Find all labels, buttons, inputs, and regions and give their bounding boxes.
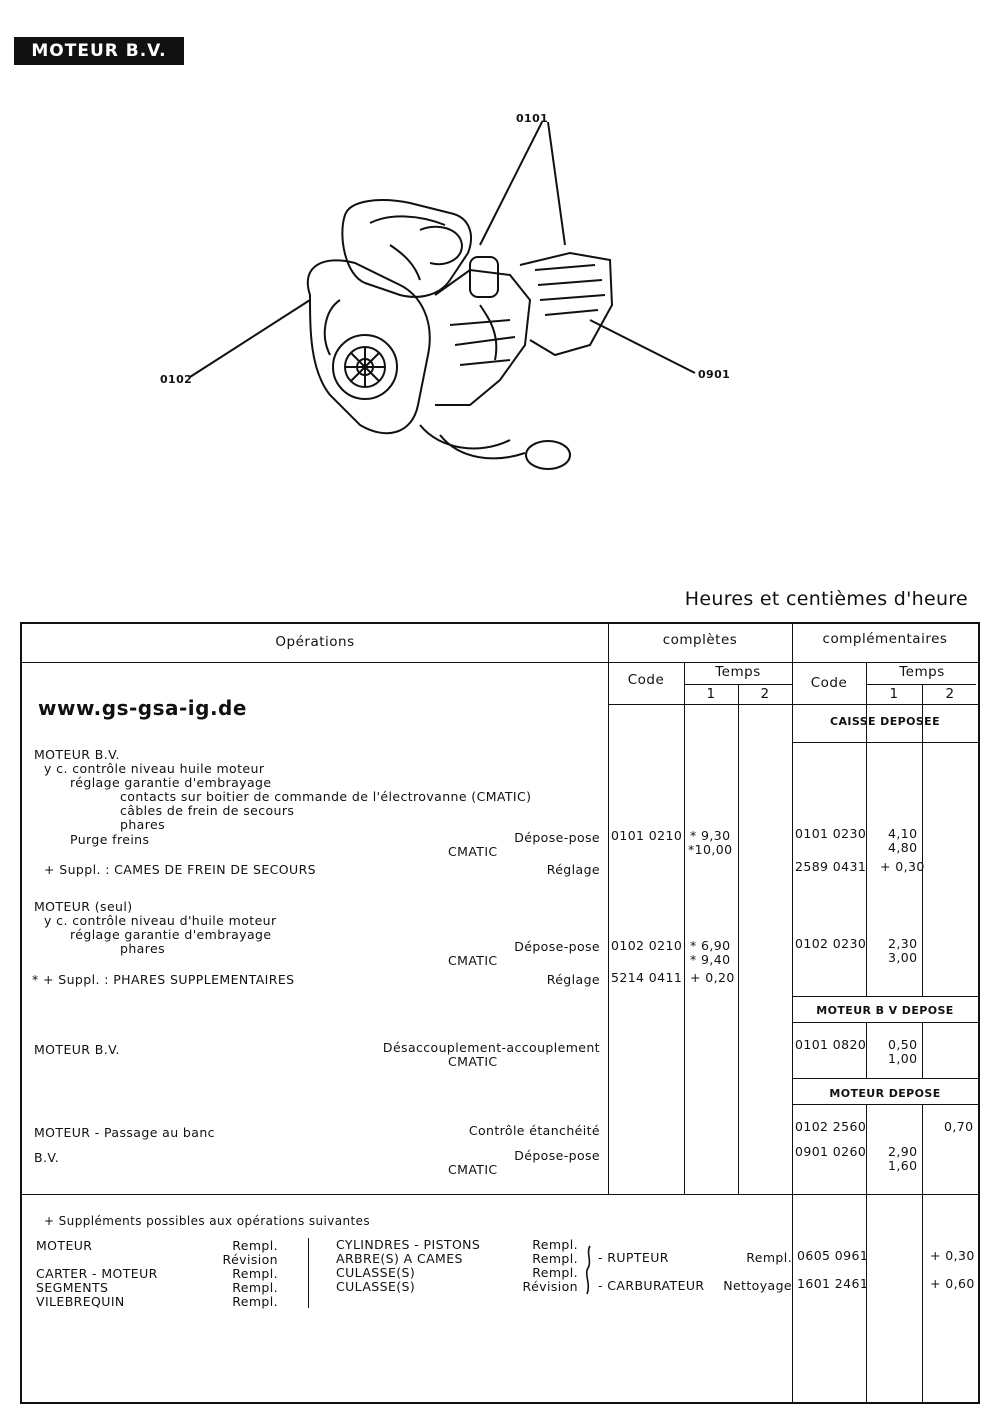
- block4-time: 0,70: [944, 1119, 974, 1134]
- footer-rupteur: - RUPTEUR: [598, 1250, 669, 1265]
- block2-suppl-op: Réglage: [546, 972, 600, 987]
- col-header-operations: Opérations: [275, 634, 355, 650]
- block3-operation: Désaccouplement-accouplement: [382, 1040, 600, 1055]
- brace-icon: [582, 1244, 596, 1296]
- footer-op: Rempl.: [532, 1251, 578, 1266]
- footer-rupteur-op: Rempl.: [746, 1250, 792, 1265]
- col-header-t2b: 2: [945, 686, 955, 702]
- footer-part: CYLINDRES - PISTONS: [336, 1237, 481, 1252]
- block5-cmatic: CMATIC: [448, 1162, 498, 1177]
- block1-cmatic: CMATIC: [448, 844, 498, 859]
- footer-op: Révision: [222, 1252, 278, 1267]
- block4-code2: 0102 2560: [795, 1119, 867, 1134]
- block2-suppl: * + Suppl. : PHARES SUPPLEMENTAIRES: [32, 972, 295, 987]
- block4-title: MOTEUR - Passage au banc: [34, 1125, 215, 1140]
- footer-rupteur-code: 0605 0961: [797, 1248, 869, 1263]
- col-header-t1b: 1: [889, 686, 899, 702]
- col-header-completes: complètes: [662, 632, 738, 648]
- footer-op: Rempl.: [232, 1280, 278, 1295]
- block1-suppl-op: Réglage: [546, 862, 600, 877]
- block1-suppl-code: 2589 0431: [795, 859, 867, 874]
- footer-part: CARTER - MOTEUR: [36, 1266, 158, 1281]
- block2-code2: 0102 0230: [795, 936, 867, 951]
- block1-line: câbles de frein de secours: [120, 803, 295, 818]
- section-moteur-depose: MOTEUR DEPOSE: [829, 1087, 941, 1100]
- block2-time2b: 3,00: [888, 950, 918, 965]
- block2-suppl-code: 5214 0411: [611, 970, 683, 985]
- block5-time2a: 2,90: [888, 1144, 918, 1159]
- engine-illustration: [150, 105, 730, 485]
- block3-code2: 0101 0820: [795, 1037, 867, 1052]
- footer-carburateur: - CARBURATEUR: [598, 1278, 705, 1293]
- block1-line: contacts sur boitier de commande de l'électrovanne (CMATIC): [120, 789, 532, 804]
- block1-line: Purge freins: [70, 832, 150, 847]
- page-badge: MOTEUR B.V.: [14, 37, 184, 65]
- block2-line: réglage garantie d'embrayage: [70, 927, 272, 942]
- units-caption: Heures et centièmes d'heure: [684, 588, 968, 610]
- block1-line: phares: [120, 817, 165, 832]
- col-header-code-2: Code: [810, 675, 848, 691]
- footer-part: CULASSE(S): [336, 1265, 416, 1280]
- block1-time1b: *10,00: [688, 842, 733, 857]
- block1-time2b: 4,80: [888, 840, 918, 855]
- block5-code2: 0901 0260: [795, 1144, 867, 1159]
- footer-op: Rempl.: [232, 1266, 278, 1281]
- block2-time2a: 2,30: [888, 936, 918, 951]
- section-moteur-bv-depose: MOTEUR B V DEPOSE: [816, 1004, 954, 1017]
- block1-line: réglage garantie d'embrayage: [70, 775, 272, 790]
- block1-suppl: + Suppl. : CAMES DE FREIN DE SECOURS: [44, 862, 316, 877]
- block1-time1a: * 9,30: [690, 828, 731, 843]
- col-header-t2: 2: [760, 686, 770, 702]
- block2-cmatic: CMATIC: [448, 953, 498, 968]
- block1-code1: 0101 0210: [611, 828, 683, 843]
- col-header-temps-1: Temps: [715, 664, 761, 680]
- col-header-complementaires: complémentaires: [822, 631, 948, 647]
- block3-title: MOTEUR B.V.: [34, 1042, 120, 1057]
- block1-suppl-time: + 0,30: [880, 859, 925, 874]
- col-header-temps-2: Temps: [899, 664, 945, 680]
- footer-op: Rempl.: [532, 1265, 578, 1280]
- block2-operation: Dépose-pose: [514, 939, 600, 954]
- part-label-0102: 0102: [160, 373, 193, 386]
- col-header-t1: 1: [706, 686, 716, 702]
- block2-time1b: * 9,40: [690, 952, 731, 967]
- footer-part: SEGMENTS: [36, 1280, 109, 1295]
- block1-line: y c. contrôle niveau huile moteur: [44, 761, 265, 776]
- block3-time2b: 1,00: [888, 1051, 918, 1066]
- block3-cmatic: CMATIC: [448, 1054, 498, 1069]
- footer-part: MOTEUR: [36, 1238, 93, 1253]
- col-header-code-1: Code: [627, 672, 665, 688]
- block5-title: B.V.: [34, 1150, 60, 1165]
- block2-title: MOTEUR (seul): [34, 899, 133, 914]
- part-label-0901: 0901: [698, 368, 731, 381]
- block1-code2: 0101 0230: [795, 826, 867, 841]
- footer-carburateur-op: Nettoyage: [723, 1278, 792, 1293]
- footer-part: ARBRE(S) A CAMES: [336, 1251, 463, 1266]
- footer-op: Révision: [522, 1279, 578, 1294]
- block1-title: MOTEUR B.V.: [34, 747, 120, 762]
- website-link[interactable]: www.gs-gsa-ig.de: [38, 696, 247, 720]
- footer-op: Rempl.: [232, 1294, 278, 1309]
- footer-part: VILEBREQUIN: [36, 1294, 125, 1309]
- footer-carburateur-code: 1601 2461: [797, 1276, 869, 1291]
- footer-part: CULASSE(S): [336, 1279, 416, 1294]
- footer-carburateur-time: + 0,60: [930, 1276, 975, 1291]
- block3-time2a: 0,50: [888, 1037, 918, 1052]
- block1-operation: Dépose-pose: [514, 830, 600, 845]
- block2-code1: 0102 0210: [611, 938, 683, 953]
- block1-time2a: 4,10: [888, 826, 918, 841]
- footer-op: Rempl.: [532, 1237, 578, 1252]
- footer-intro: + Suppléments possibles aux opérations suivantes: [44, 1214, 371, 1228]
- block5-time2b: 1,60: [888, 1158, 918, 1173]
- section-caisse-deposee: CAISSE DEPOSEE: [830, 715, 940, 728]
- block2-line: phares: [120, 941, 165, 956]
- block4-operation: Contrôle étanchéité: [468, 1123, 600, 1138]
- part-label-0101: 0101: [516, 112, 549, 125]
- block5-operation: Dépose-pose: [514, 1148, 600, 1163]
- footer-rupteur-time: + 0,30: [930, 1248, 975, 1263]
- block2-suppl-time: + 0,20: [690, 970, 735, 985]
- footer-op: Rempl.: [232, 1238, 278, 1253]
- block2-time1a: * 6,90: [690, 938, 731, 953]
- block2-line: y c. contrôle niveau d'huile moteur: [44, 913, 277, 928]
